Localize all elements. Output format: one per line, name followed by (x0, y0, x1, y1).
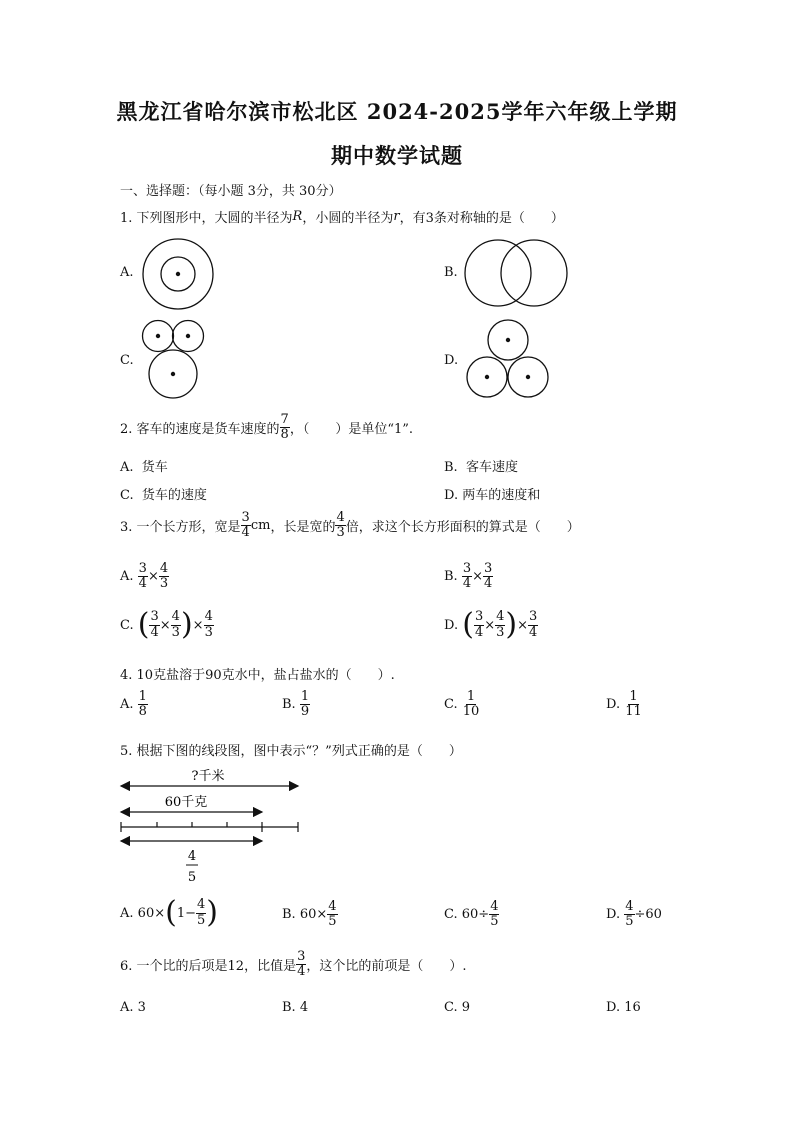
q6-option-a: A. 3 (120, 1000, 146, 1015)
fraction-den: 5 (187, 870, 197, 885)
dot-top (506, 338, 510, 342)
q1-var-R: R (292, 209, 303, 224)
q6-stem-b: ，这个比的前项是（ ）. (306, 959, 467, 975)
q3-stem-b: ，长是宽的 (270, 520, 336, 536)
q1-option-a-figure (140, 238, 220, 318)
q2-option-a: A. 货车 (120, 460, 168, 475)
question-3-stem (120, 511, 580, 541)
question-6-stem (120, 950, 467, 980)
q4-option-d: D. $\frac{1}{11}$ (606, 689, 642, 720)
q4-option-c: C. $\frac{1}{10}$ (444, 689, 480, 720)
q2-option-d: D. 两车的速度和 (444, 488, 541, 503)
q3-option-a: A. $\frac{3}{4}$ × $\frac{4}{3}$ (120, 561, 169, 592)
q3-unit: cm (250, 518, 271, 534)
q6-option-d: D. 16 (606, 1000, 641, 1015)
q6-stem-a: 6. 一个比的后项是12，比值是 (120, 959, 297, 975)
q2-frac-den: 8 (280, 427, 289, 443)
fraction-num: 4 (187, 849, 197, 864)
left-circle (465, 240, 531, 306)
q6-option-c: C. 9 (444, 1000, 471, 1015)
question-2-stem (120, 413, 413, 443)
label-total: ?千米 (191, 769, 225, 784)
q3-stem-c: 倍，求这个长方形面积的算式是（ ） (345, 520, 580, 536)
q1-option-c-figure (140, 318, 210, 402)
right-circle (501, 240, 567, 306)
q1-option-c-label: C. (120, 353, 134, 368)
q1-option-b-label: B. (444, 265, 458, 280)
q5-segment-diagram (116, 760, 316, 890)
q3-fraction-width: $\frac{3}{4}$ (241, 510, 250, 541)
q1-option-a-label: A. (120, 265, 134, 280)
q1-var-r: r (393, 209, 400, 224)
q4-option-a: A. $\frac{1}{8}$ (120, 689, 147, 720)
q4-option-b: B. $\frac{1}{9}$ (282, 689, 310, 720)
q5-option-d: D. $\frac{4}{5}$ ÷60 (606, 899, 662, 930)
section-header: 一、选择题：（每小题 3分，共 30分） (120, 184, 342, 199)
question-1-stem (120, 207, 564, 226)
q2-stem-b: ，（ ）是单位“1”. (289, 422, 414, 438)
q3-fraction-times: $\frac{4}{3}$ (336, 510, 345, 541)
q2-option-b: B. 客车速度 (444, 460, 518, 475)
q2-frac-num: 7 (280, 412, 289, 427)
question-4-stem: 4. 10克盐溶于90克水中，盐占盐水的（ ）. (120, 668, 395, 683)
q3-stem-a: 3. 一个长方形，宽是 (120, 520, 241, 536)
center-dot (176, 272, 180, 276)
page-subtitle: 期中数学试题 (331, 143, 463, 168)
label-part: 60千克 (164, 795, 208, 810)
dot-right (186, 334, 190, 338)
q1-option-b-figure (462, 238, 572, 310)
q3-option-c: C. ( $\frac{3}{4}$ × $\frac{4}{3}$ ) × $\frac{4}{3}$ (120, 607, 213, 642)
dot-bottom-left (485, 375, 489, 379)
question-5-stem: 5. 根据下图的线段图，图中表示“？”列式正确的是（ ） (120, 744, 462, 759)
q6-fraction: $\frac{3}{4}$ (297, 949, 306, 980)
q1-stem-a: 1. 下列图形中，大圆的半径为 (120, 211, 293, 226)
q3-option-b: B. $\frac{3}{4}$ × $\frac{3}{4}$ (444, 561, 493, 592)
q2-option-c: C. 货车的速度 (120, 488, 207, 503)
dot-big (171, 372, 175, 376)
q6-option-b: B. 4 (282, 1000, 309, 1015)
q1-option-d-figure (464, 318, 554, 402)
q2-fraction (280, 413, 290, 443)
q3-option-d: D. ( $\frac{3}{4}$ × $\frac{4}{3}$ ) × $\frac{3}{4}$ (444, 607, 538, 642)
page-title: 黑龙江省哈尔滨市松北区 2024-2025学年六年级上学期 (116, 99, 678, 124)
q5-option-c: C. 60÷ $\frac{4}{5}$ (444, 899, 499, 930)
q1-stem-b: ，小圆的半径为 (302, 211, 394, 226)
dot-bottom-right (526, 375, 530, 379)
q5-option-b: B. 60× $\frac{4}{5}$ (282, 899, 337, 930)
q1-stem-c: ，有3条对称轴的是（ ） (399, 211, 564, 226)
dot-left (156, 334, 160, 338)
q2-stem-a: 2. 客车的速度是货车速度的 (120, 422, 280, 438)
q5-option-a: A. 60× ( 1− $\frac{4}{5}$ ) (120, 895, 218, 930)
q1-option-d-label: D. (444, 353, 459, 368)
